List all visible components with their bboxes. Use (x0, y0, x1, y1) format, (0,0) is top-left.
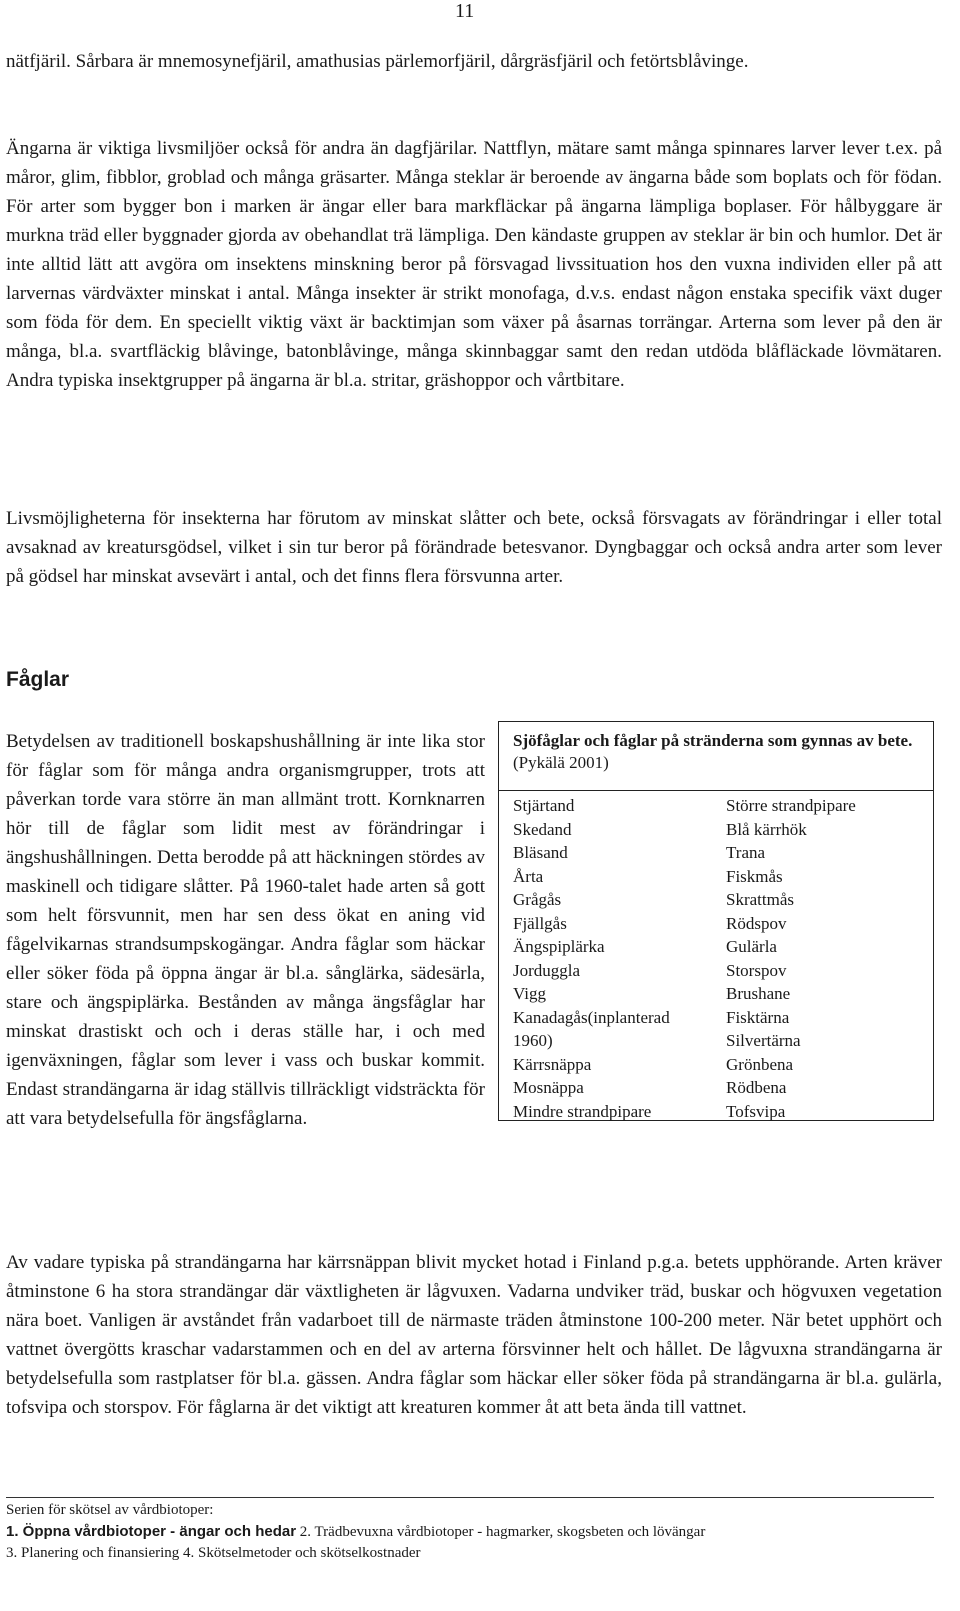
footer-item-1: 1. Öppna vårdbiotoper - ängar och hedar (6, 1523, 297, 1540)
list-item: Större strandpipare (726, 796, 856, 815)
list-item: Ängspiplärka (513, 937, 605, 956)
paragraph-waders: Av vadare typiska på strandängarna har kärrsnäppan blivit mycket hotad i Finland p.g.a. betets upphörande. Arten kräver åtminstone 6 ha stora strandängar där växtligheten är lågvuxen. Vadarna undviker träd, buskar och högvuxen vegetation nära boet. Vanligen är avståndet från vadarboet till de närmaste träden åtminstone 100-200 meter. När betet upphört och vattnet övergötts kraschar vadarstammen och en del av arterna försvinner helt och hållet. De lågvuxna strandängarna är betydelsefulla som rastplatser för bl.a. gässen. Andra fåglar som häckar eller söker föda på strandängarna är bl.a. gulärla, tofsvipa och storspov. För fåglarna är det viktigt att kreaturen kommer åt att beta ända till vattnet. (6, 1252, 942, 1418)
list-item: Kärrsnäppa (513, 1054, 592, 1074)
list-item: Fisktärna (726, 1007, 790, 1027)
section-heading-birds: Fåglar (6, 668, 70, 691)
list-item: Grågås (513, 890, 562, 909)
list-item: Grönbena (726, 1054, 794, 1074)
list-item: Silvertärna (726, 1031, 801, 1050)
paragraph-butterflies: nätfjäril. Sårbara är mnemosynefjäril, amathusias pärlemorfjäril, dårgräsfjäril och fetörtsblåvinge. (6, 51, 749, 72)
list-item: Rödbena (726, 1078, 787, 1097)
list-item: 1960) (513, 1031, 553, 1050)
list-item: Jorduggla (513, 960, 581, 980)
list-item: Trana (726, 843, 766, 862)
list-item: Bläsand (513, 843, 568, 862)
list-item: Fjällgås (513, 913, 567, 933)
footer-item-2: 2. Trädbevuxna vårdbiotoper - hagmarker, skogsbeten och lövängar (296, 1524, 706, 1540)
list-item: Rödspov (726, 913, 787, 933)
list-item: Skedand (513, 819, 572, 839)
list-item: Mindre strandpipare (513, 1101, 652, 1121)
page-number: 11 (455, 0, 475, 22)
footer-line-2: 3. Planering och finansiering 4. Skötselmetoder och skötselkostnader (6, 1545, 421, 1561)
list-item: Tofsvipa (726, 1101, 786, 1121)
list-item: Skrattmås (726, 890, 794, 909)
paragraph-insects: Ängarna är viktiga livsmiljöer också för andra än dagfjärilar. Nattflyn, mätare samt många spinnares larver lever t.ex. på måror, glim, fibblor, groblad och många gräsarter. Många steklar är beroende av ängarna både som boplats och för födan. För arter som bygger bon i marken är ängar eller bara markfläckar på ängarna lämpliga boplaser. För hålbyggare är murkna träd eller byggnader gjorda av obehandlat trä lämpliga. Den kändaste gruppen av steklar är bin och humlor. Det är inte alltid lätt att avgöra om insektens minskning beror på försvagad livssituation hos den vuxna individen eller på att larvernas värdväxter minskat i antal. Många insekter är strikt monofaga, d.v.s. endast någon enstaka specifik växt duger som föda för dem. En speciellt viktig växt är backtimjan som växer på åsarnas torrängar. Arterna som lever på den är många, bl.a. svartfläckig blåvinge, batonblåvinge, många skinnbaggar samt den redan utdöda blåfläckade lövmätaren. Andra typiska insektgrupper på ängarna är bl.a. stritar, gräshoppor och vårtbitare. (6, 138, 942, 391)
list-item: Kanadagås(inplanterad (513, 1007, 670, 1027)
list-item: Brushane (726, 984, 791, 1003)
footer-line-1 (6, 1521, 936, 1543)
list-item: Blå kärrhök (726, 819, 807, 839)
list-item: Stjärtand (513, 796, 575, 815)
factbox-title (513, 730, 923, 774)
list-item: Vigg (513, 984, 546, 1003)
factbox-left-column (513, 794, 713, 1123)
factbox-title-bold: Sjöfåglar och fåglar på stränderna som gynnas av bete. (513, 731, 913, 750)
list-item: Fiskmås (726, 866, 783, 886)
list-item: Gulärla (726, 937, 777, 956)
factbox-divider (499, 790, 933, 791)
paragraph-birds-text: Betydelsen av traditionell boskapshushållning är inte lika stor för fåglar som för många andra organismgrupper, trots att påverkan torde vara större än man allmänt trott. Kornknarren hör till de fåglar som lidit mest av förändringar i ängshushållningen. Detta berodde på att häckningen stördes av maskinell och tidigare slåtter. På 1960-talet hade arten så gott som helt försvunnit, men har sen dess ökat en aning vid fågelvikarnas strandsumpskogängar. Andra fåglar som häckar eller söker föda på öppna ängar är bl.a. sånglärka, sädesärla, stare och ängspiplärka. Bestånden av många ängsfåglar har minskat drastiskt och och i deras ställe har, i och med igenväxningen, fåglar som lever i vass och buskar kommit. Endast strandängarna är idag ställvis tillräckligt vidsträckta för att vara betydelsefulla för ängsfåglarna. (6, 731, 485, 1129)
list-item: Årta (513, 866, 544, 886)
list-item: Storspov (726, 960, 787, 980)
list-item: Mosnäppa (513, 1078, 584, 1097)
paragraph-insect-livelihood: Livsmöjligheterna för insekterna har förutom av minskat slåtter och bete, också försvagats av förändringar i eller total avsaknad av kreatursgödsel, vilket i sin tur beror på förändrade betesvanor. Dyngbaggar och också andra arter som lever på gödsel har minskat avsevärt i antal, och det finns flera försvunna arter. (6, 508, 942, 587)
footer-series-label: Serien för skötsel av vårdbiotoper: (6, 1502, 214, 1518)
footer-series (6, 1500, 936, 1564)
factbox-birds (498, 721, 934, 1121)
footer-divider (6, 1497, 934, 1498)
factbox-title-source: (Pykälä 2001) (513, 753, 609, 772)
factbox-right-column (726, 794, 926, 1123)
